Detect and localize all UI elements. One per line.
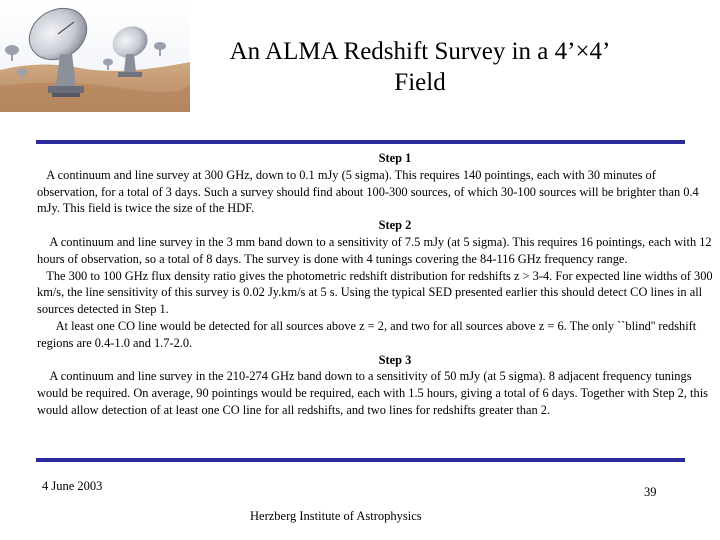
top-divider [36, 140, 685, 144]
alma-antennas-illustration [0, 0, 190, 112]
step2-text-2: The 300 to 100 GHz flux density ratio gives the photometric redshift distribution for redshifts z > 3-4. For expected line widths of 300 km/s, the line sensitivity of this survey is 0.02 Jy.km/s at 5 s. Using the typical SED presented earlier this should detect CO lines in all sources detected in Step 1. [37, 268, 713, 317]
slide-title-line2: Field [394, 69, 446, 96]
step1-text: A continuum and line survey at 300 GHz, down to 0.1 mJy (5 sigma). This requires 140 pointings, each with 30 minutes of observation, for a total of 3 days. Such a survey should find about 100-300 sources, of which 30-100 sources will be brighter than 0.4 mJy. This field is twice the size of the HDF. [37, 167, 699, 216]
survey-description [37, 150, 713, 419]
step2-paragraph-3 [37, 318, 713, 352]
step3-heading: Step 3 [378, 352, 412, 367]
step2-text-3: At least one CO line would be detected for all sources above z = 2, and two for all sources above z = 6. The only ``blind'' redshift regions are 0.4-1.0 and 1.7-2.0. [37, 318, 697, 350]
step2-paragraph-2 [37, 268, 713, 318]
slide-title-line1: An ALMA Redshift Survey in a 4’×4’ [229, 38, 611, 65]
step2-text-1: A continuum and line survey in the 3 mm band down to a sensitivity of 7.5 mJy (at 5 sigma). This requires 16 pointings, each with 12 hours of observation, so a total of 8 days. The survey is done with 4 tunings covering the 84-116 GHz frequency range. [37, 234, 712, 266]
step2-heading: Step 2 [378, 218, 412, 233]
page-number: 39 [644, 485, 657, 499]
step1-paragraph [37, 167, 713, 217]
step3-text: A continuum and line survey in the 210-274 GHz band down to a sensitivity of 50 mJy (at 5 sigma). 8 adjacent frequency tunings would be required. On average, 90 pointings would be required, each with 1.5 hours, giving a total of 6 days. Together with Step 2, this would allow detection of at least one CO line for all redshifts, and two lines for redshifts greater than 2. [37, 369, 708, 417]
step3-paragraph [37, 368, 713, 418]
step2-paragraph-1 [37, 234, 713, 268]
footer-institute: Herzberg Institute of Astrophysics [250, 509, 422, 523]
bottom-divider [36, 458, 685, 462]
slide-title [180, 36, 660, 98]
step1-heading: Step 1 [378, 151, 412, 165]
footer-date: 4 June 2003 [42, 479, 103, 493]
